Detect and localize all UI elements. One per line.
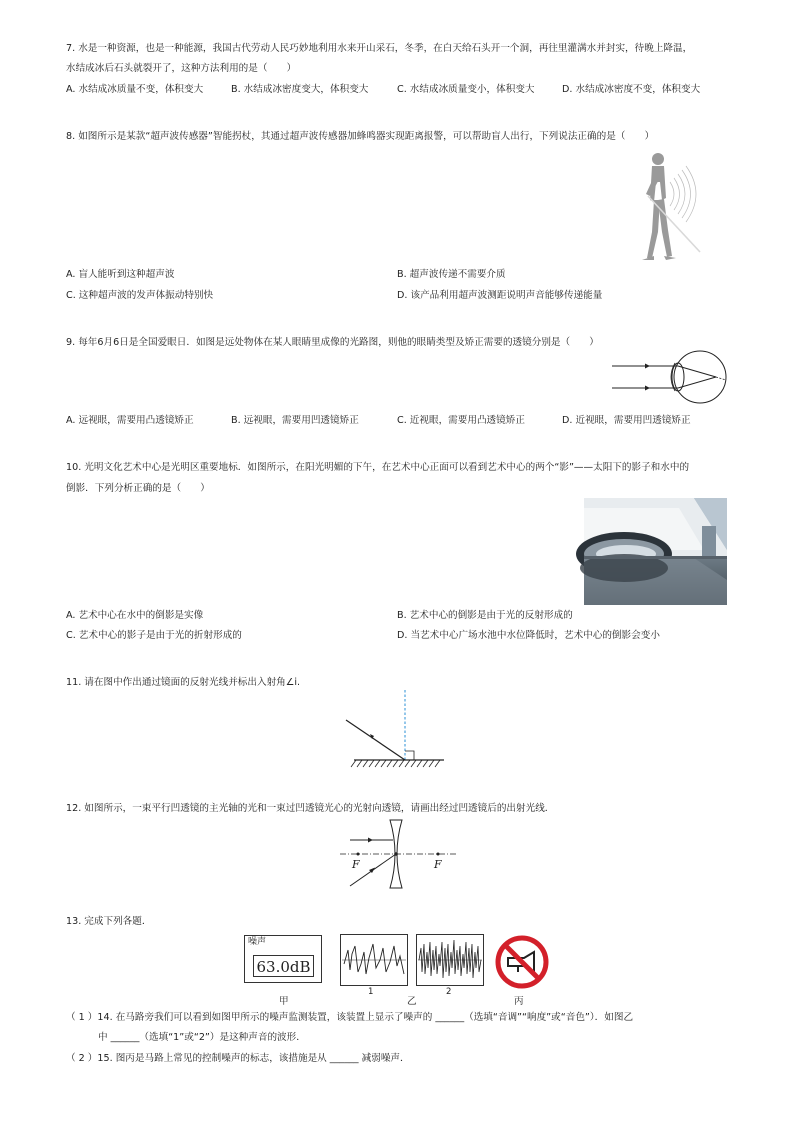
- q7-stem-line2: 水结成冰后石头就裂开了，这种方法利用的是（ ）: [66, 63, 297, 74]
- q13-meter-label: 噪声: [248, 937, 267, 947]
- q9-option-c: C. 近视眼，需要用凸透镜矫正: [397, 415, 525, 426]
- q10-option-a: A. 艺术中心在水中的倒影是实像: [66, 610, 204, 621]
- q12-concave-lens-diagram: [340, 818, 456, 890]
- q9-option-d: D. 近视眼，需要用凹透镜矫正: [562, 415, 691, 426]
- q7-option-c: C. 水结成冰质量变小，体积变大: [397, 84, 535, 95]
- q13-wave2-label: 2: [446, 987, 452, 997]
- q13-caption-jia: 甲: [279, 996, 289, 1007]
- q13-sub1-line1: （ 1 ）14. 在马路旁我们可以看到如图甲所示的噪声监测装置，该装置上显示了噪声的 ______（选填“音调”“响度”或“音色”）．如图乙: [66, 1012, 634, 1023]
- q9-option-b: B. 远视眼，需要用凹透镜矫正: [231, 415, 359, 426]
- q12-focus-right-label: F: [434, 858, 442, 871]
- q11-stem-line1: 11. 请在图中作出通过镜面的反射光线并标出入射角∠i.: [66, 677, 301, 688]
- q7-option-a: A. 水结成冰质量不变，体积变大: [66, 84, 204, 95]
- q11-mirror-diagram: [346, 690, 448, 772]
- q10-stem-line2: 倒影．下列分析正确的是（ ）: [66, 483, 210, 494]
- q9-eye-diagram: [612, 352, 730, 408]
- q8-option-b: B. 超声波传递不需要介质: [397, 269, 506, 280]
- q13-meter-value: 63.0dB: [253, 955, 314, 977]
- q12-focus-left-label: F: [352, 858, 360, 871]
- q13-sub2-line1: （ 2 ）15. 图丙是马路上常见的控制噪声的标志，该措施是从 ______ 减弱噪声．: [66, 1053, 410, 1064]
- q8-option-d: D. 该产品利用超声波测距说明声音能够传递能量: [397, 290, 603, 301]
- q12-stem-line1: 12. 如图所示，一束平行凹透镜的主光轴的光和一束过凹透镜光心的光射向透镜，请画出经过凹透镜后的出射光线．: [66, 803, 555, 814]
- q8-stem-line1: 8. 如图所示是某款“超声波传感器”智能拐杖，其通过超声波传感器加蜂鸣器实现距离报警，可以帮助盲人出行，下列说法正确的是（ ）: [66, 131, 655, 142]
- q13-waveform-2: [416, 934, 484, 986]
- q9-option-a: A. 远视眼，需要用凸透镜矫正: [66, 415, 194, 426]
- q13-wave1-label: 1: [368, 987, 374, 997]
- q13-waveform-1: [340, 934, 408, 986]
- q10-option-c: C. 艺术中心的影子是由于光的折射形成的: [66, 630, 242, 641]
- q13-caption-yi: 乙: [407, 996, 417, 1007]
- q10-option-b: B. 艺术中心的倒影是由于光的反射形成的: [397, 610, 573, 621]
- q10-art-center-photo: [584, 498, 727, 605]
- q10-option-d: D. 当艺术中心广场水池中水位降低时，艺术中心的倒影会变小: [397, 630, 660, 641]
- q8-option-a: A. 盲人能听到这种超声波: [66, 269, 175, 280]
- q13-noise-meter: [244, 935, 322, 983]
- q10-stem-line1: 10. 光明文化艺术中心是光明区重要地标．如图所示，在阳光明媚的下午，在艺术中心正面可以看到艺术中心的两个“影”——太阳下的影子和水中的: [66, 462, 690, 473]
- q9-stem-line1: 9. 每年6月6日是全国爱眼日．如图是远处物体在某人眼睛里成像的光路图，则他的眼睛类型及矫正需要的透镜分别是（ ）: [66, 337, 599, 348]
- q8-option-c: C. 这种超声波的发声体振动特别快: [66, 290, 214, 301]
- q7-option-b: B. 水结成冰密度变大，体积变大: [231, 84, 369, 95]
- q13-stem-line1: 13. 完成下列各题．: [66, 916, 152, 927]
- q8-blind-cane-figure: [622, 152, 704, 262]
- q7-option-d: D. 水结成冰密度不变，体积变大: [562, 84, 701, 95]
- q7-stem-line1: 7. 水是一种资源，也是一种能源，我国古代劳动人民巧妙地利用水来开山采石，冬季，在白天给石头开一个洞，再往里灌满水并封实，待晚上降温，: [66, 43, 693, 54]
- q13-no-horn-sign: [494, 934, 550, 990]
- q13-sub1-line2: 中 ______（选填“1”或“2”）是这种声音的波形．: [98, 1032, 306, 1043]
- q13-caption-bing: 丙: [514, 996, 524, 1007]
